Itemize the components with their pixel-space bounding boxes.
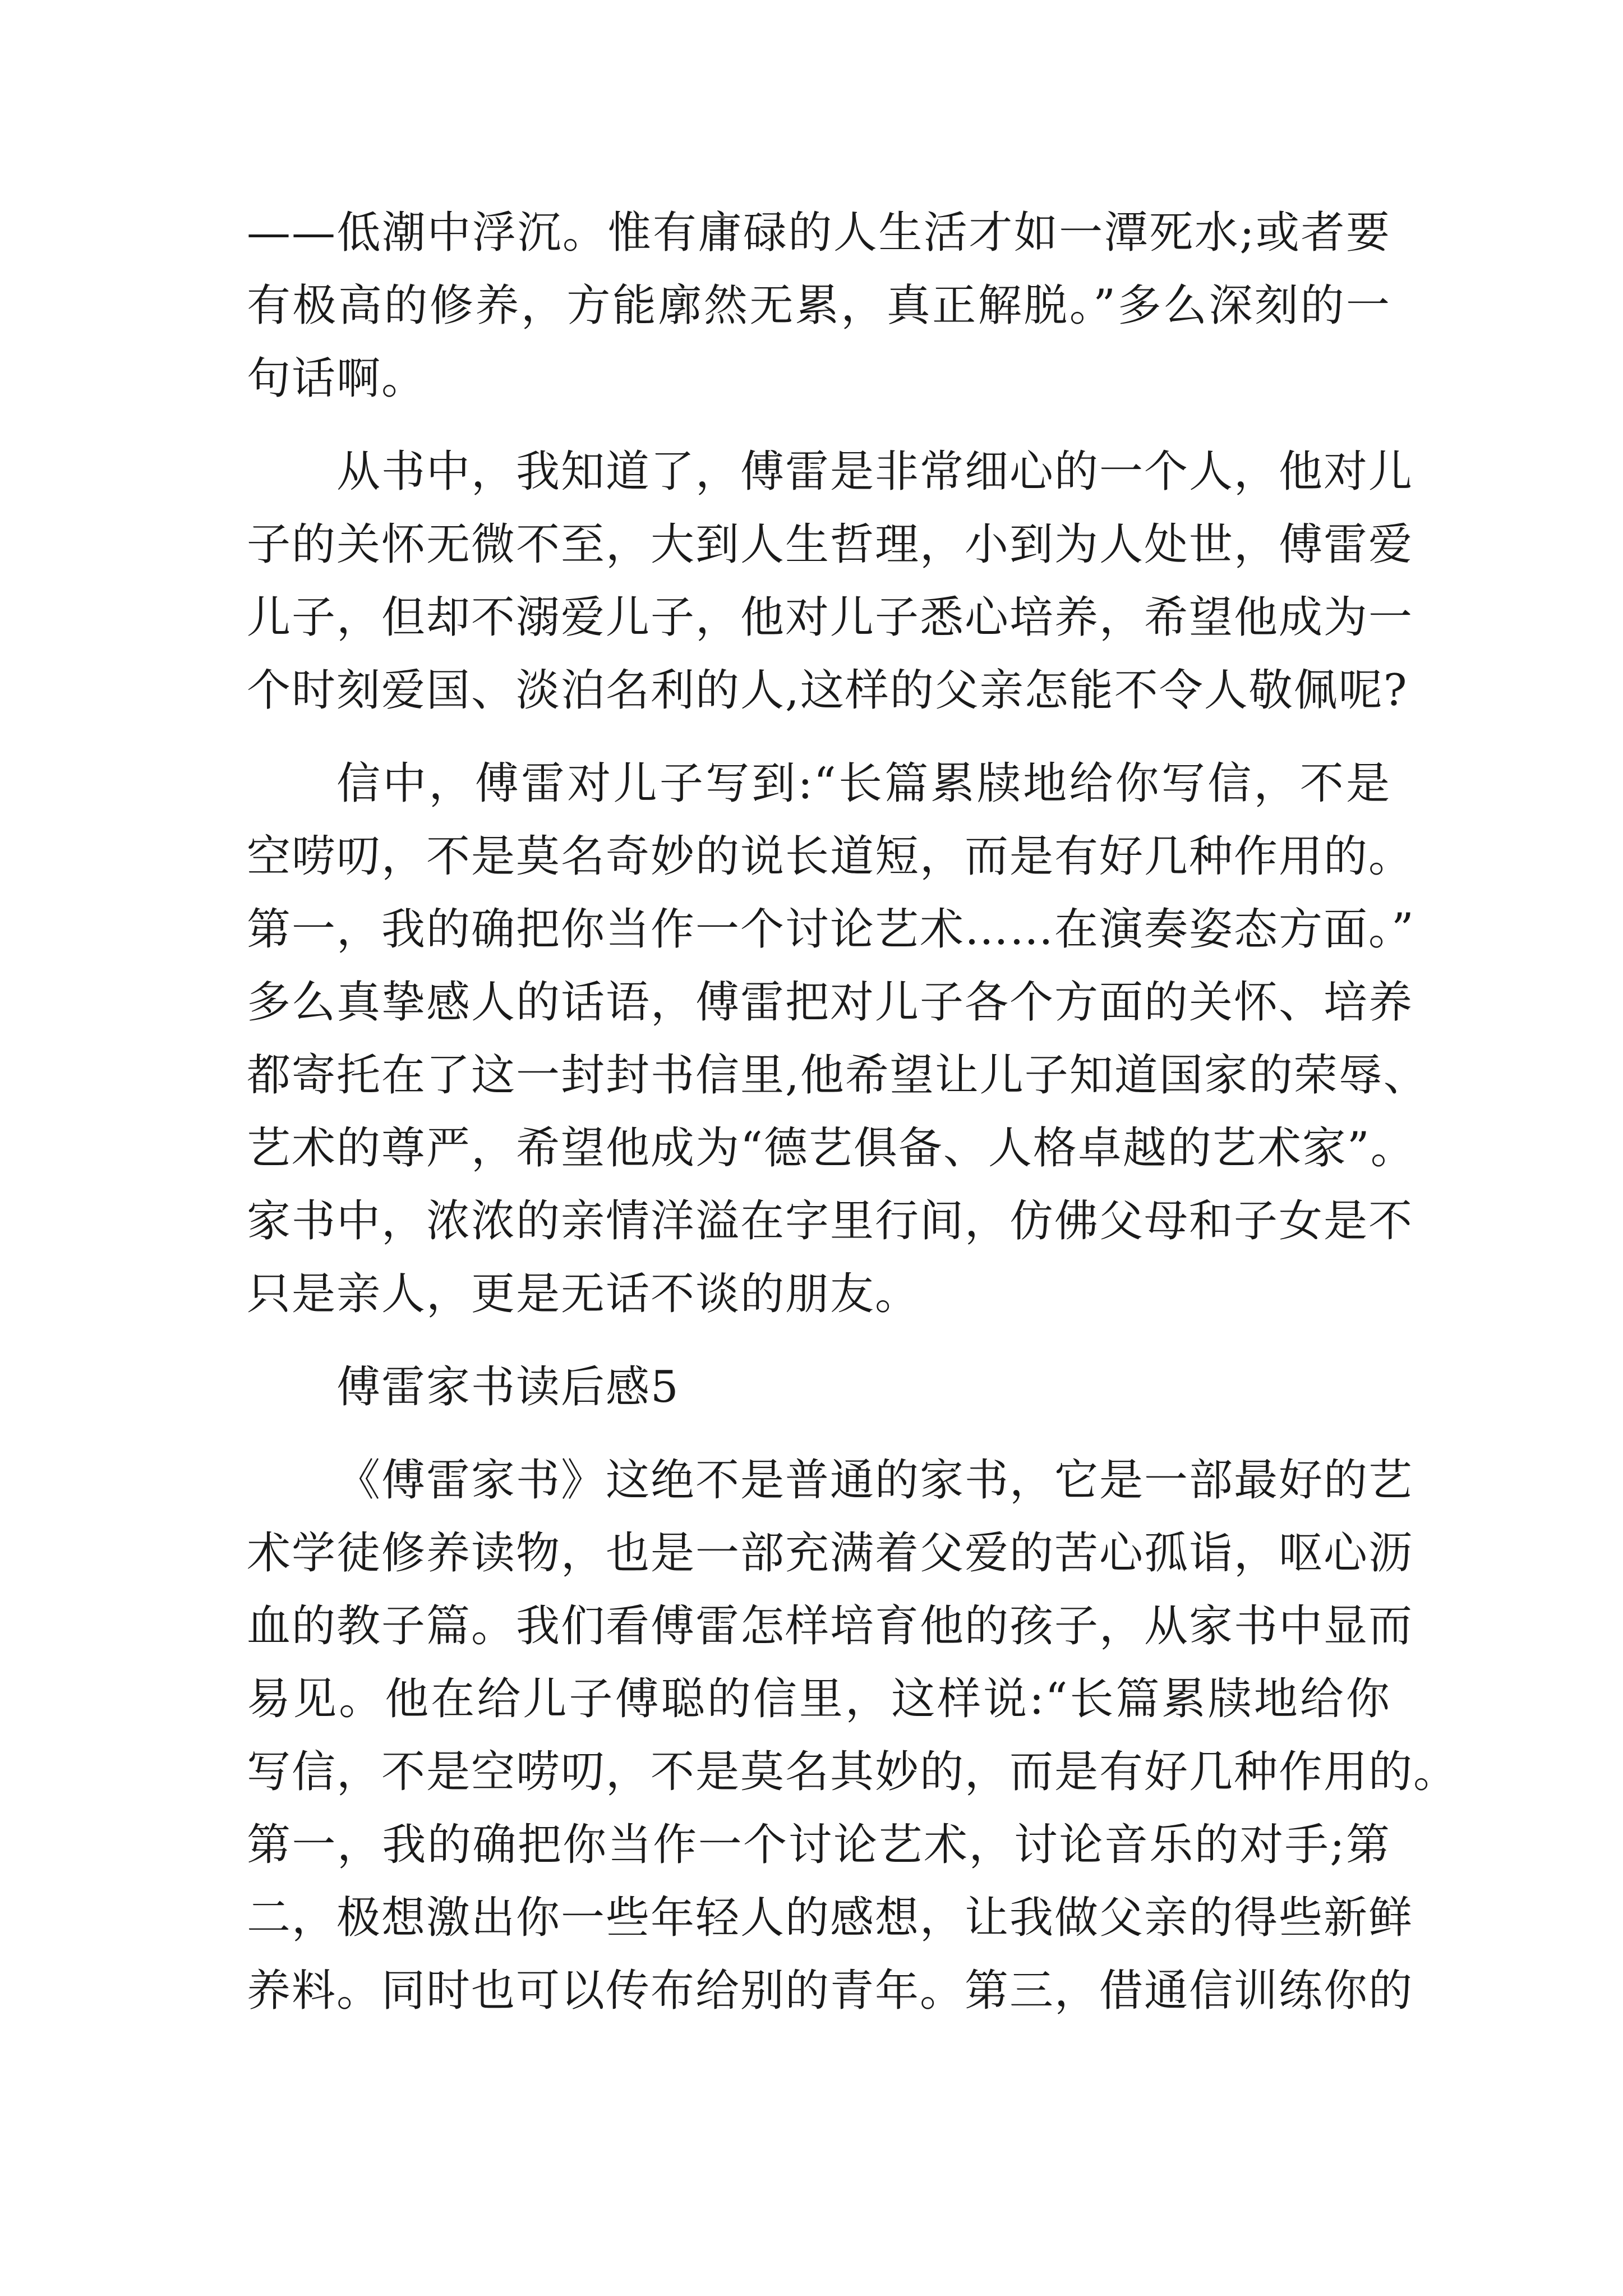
text-line: 多么真挚感人的话语，傅雷把对儿子各个方面的关怀、培养 xyxy=(247,977,1414,1028)
text-line: 写信，不是空唠叨，不是莫名其妙的，而是有好几种作用的。 xyxy=(247,1747,1459,1797)
text-line: 信中，傅雷对儿子写到:“长篇累牍地给你写信，不是 xyxy=(336,758,1391,809)
text-line: 有极高的修养，方能廓然无累，真正解脱。”多么深刻的一 xyxy=(247,280,1391,331)
text-line: 第一，我的确把你当作一个讨论艺术……在演奏姿态方面。” xyxy=(247,904,1415,955)
paragraph xyxy=(247,196,1391,415)
text-line: 句话啊。 xyxy=(247,353,427,404)
text-line: 家书中，浓浓的亲情洋溢在字里行间，仿佛父母和子女是不 xyxy=(247,1196,1414,1246)
document-body xyxy=(247,196,1459,2027)
text-line: 只是亲人，更是无话不谈的朋友。 xyxy=(247,1269,920,1319)
text-line: 空唠叨，不是莫名奇妙的说长道短，而是有好几种作用的。 xyxy=(247,831,1414,882)
paragraph xyxy=(247,1444,1459,2027)
text-line: 艺术的尊严，希望他成为“德艺俱备、人格卓越的艺术家”。 xyxy=(247,1123,1415,1174)
text-line: 儿子，但却不溺爱儿子，他对儿子悉心培养，希望他成为一 xyxy=(247,592,1414,643)
text-line: 易见。他在给儿子傅聪的信里，这样说:“长篇累牍地给你 xyxy=(247,1674,1391,1724)
text-line: 术学徒修养读物，也是一部充满着父爱的苦心孤诣，呕心沥 xyxy=(247,1528,1414,1579)
paragraph xyxy=(247,747,1428,1331)
text-line: 养料。同时也可以传布给别的青年。第三，借通信训练你的 xyxy=(247,1966,1414,2016)
text-line: 都寄托在了这一封封书信里,他希望让儿子知道国家的荣辱、 xyxy=(247,1050,1428,1101)
text-line: 第一，我的确把你当作一个讨论艺术，讨论音乐的对手;第 xyxy=(247,1820,1391,1870)
paragraph xyxy=(247,435,1414,727)
text-line: 从书中，我知道了，傅雷是非常细心的一个人，他对儿 xyxy=(336,447,1414,497)
text-line: 血的教子篇。我们看傅雷怎样培育他的孩子，从家书中显而 xyxy=(247,1601,1414,1651)
text-line: 《傅雷家书》这绝不是普通的家书，它是一部最好的艺 xyxy=(336,1455,1414,1506)
text-line: 个时刻爱国、淡泊名利的人,这样的父亲怎能不令人敬佩呢? xyxy=(247,665,1408,716)
text-line: ——低潮中浮沉。惟有庸碌的人生活才如一潭死水;或者要 xyxy=(247,208,1391,258)
section-heading xyxy=(247,1351,1391,1424)
text-line: 子的关怀无微不至，大到人生哲理，小到为人处世，傅雷爱 xyxy=(247,519,1414,570)
text-line: 二，极想激出你一些年轻人的感想，让我做父亲的得些新鲜 xyxy=(247,1893,1414,1943)
heading-text: 傅雷家书读后感5 xyxy=(336,1362,680,1412)
